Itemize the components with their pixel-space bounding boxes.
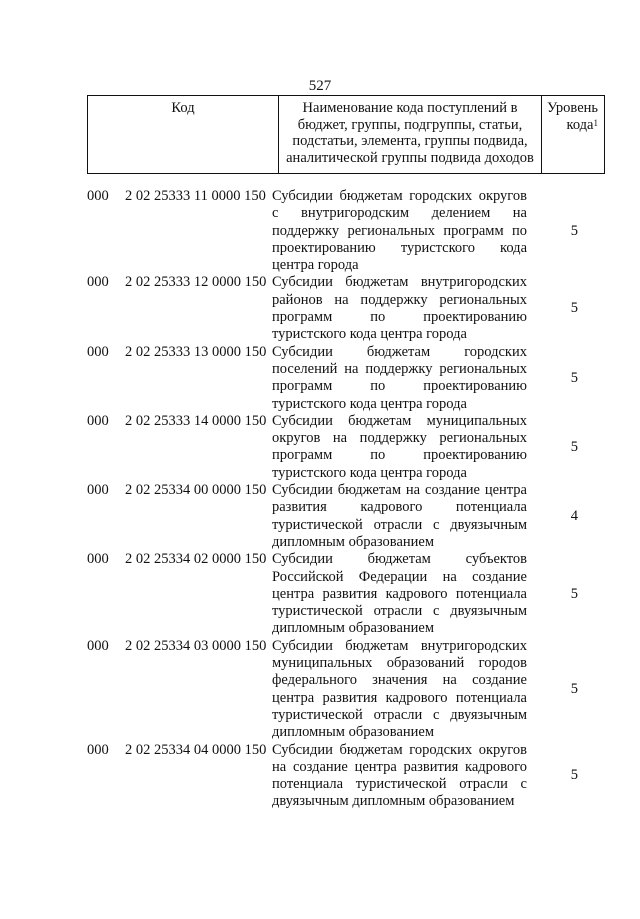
income-code: 2 02 25333 13 0000 150: [125, 343, 267, 360]
table-body: [87, 188, 605, 811]
income-code: 2 02 25334 03 0000 150: [125, 637, 267, 654]
income-code: 2 02 25334 02 0000 150: [125, 551, 267, 568]
code-level-value: 5: [570, 222, 578, 239]
income-code: 2 02 25333 12 0000 150: [125, 274, 267, 291]
code-level-value: 5: [570, 300, 578, 317]
code-level-value: 5: [570, 438, 578, 455]
income-code: 2 02 25333 11 0000 150: [125, 188, 266, 204]
header-code-cell: [88, 96, 279, 174]
income-name: Субсидии бюджетам городских округов с внутригородским делением на поддержку региональных программ по проектированию туристского кода центра города: [272, 188, 527, 274]
admin-code: 000: [87, 188, 109, 204]
income-name: Субсидии бюджетам городских округов на создание центра развития кадрового потенциала туристической отрасли с двуязычным дипломным образованием: [272, 741, 527, 810]
code-level: [527, 413, 605, 482]
admin-code: 000: [87, 741, 109, 758]
table-row: [87, 344, 605, 413]
header-name-cell: [279, 96, 542, 174]
page-number: 527: [308, 78, 332, 94]
table-row: [87, 482, 605, 551]
code-level-value: 4: [570, 507, 578, 524]
header-level-cell: [542, 96, 605, 174]
table-row: [87, 413, 605, 482]
table-row: [87, 274, 605, 343]
table-row: [87, 638, 605, 742]
admin-code: 000: [87, 343, 109, 360]
code-level: [527, 551, 605, 637]
admin-code: 000: [87, 637, 109, 654]
code-level: [527, 188, 605, 274]
footnote-marker: 1: [593, 117, 598, 128]
income-name: Субсидии бюджетам субъектов Российской Федерации на создание центра развития кадрового потенциала туристической отрасли с двуязычным дипломным образованием: [272, 551, 527, 637]
table-row: [87, 742, 605, 811]
code-level: [527, 638, 605, 742]
header-name-label: Наименование кода поступлений в бюджет, группы, подгруппы, статьи, подстатьи, элемента, группы подвида, аналитической группы подвида доходов: [286, 100, 534, 166]
income-name: Субсидии бюджетам городских поселений на поддержку региональных программ по проектированию туристского кода центра города: [272, 343, 527, 412]
income-code: 2 02 25334 04 0000 150: [125, 741, 267, 758]
income-code: 2 02 25334 00 0000 150: [125, 482, 267, 499]
header-code-label: Код: [171, 100, 195, 116]
income-name: Субсидии бюджетам муниципальных округов на поддержку региональных программ по проектированию туристского кода центра города: [272, 412, 527, 481]
income-name: Субсидии бюджетам внутригородских районов на поддержку региональных программ по проектированию туристского кода центра города: [272, 274, 527, 343]
income-name: Субсидии бюджетам на создание центра развития кадрового потенциала туристической отрасли с двуязычным дипломным образованием: [272, 482, 527, 550]
table-row: [87, 188, 605, 274]
table-header: [87, 95, 605, 174]
code-level-value: 5: [570, 767, 578, 784]
income-name: Субсидии бюджетам внутригородских муниципальных образований городов федерального значения на создание центра развития кадрового потенциала туристической отрасли с двуязычным дипломным образованием: [272, 637, 527, 741]
code-level-value: 5: [570, 680, 578, 697]
header-level-label: Уровень кода: [546, 100, 598, 133]
admin-code: 000: [87, 412, 109, 429]
code-level: [527, 482, 605, 551]
table-row: [87, 551, 605, 637]
admin-code: 000: [87, 482, 109, 499]
admin-code: 000: [87, 551, 109, 568]
code-level-value: 5: [570, 369, 578, 386]
code-level-value: 5: [570, 585, 578, 602]
admin-code: 000: [87, 274, 109, 291]
code-level: [527, 344, 605, 413]
code-level: [527, 274, 605, 343]
code-level: [527, 742, 605, 811]
income-code: 2 02 25333 14 0000 150: [125, 412, 267, 429]
